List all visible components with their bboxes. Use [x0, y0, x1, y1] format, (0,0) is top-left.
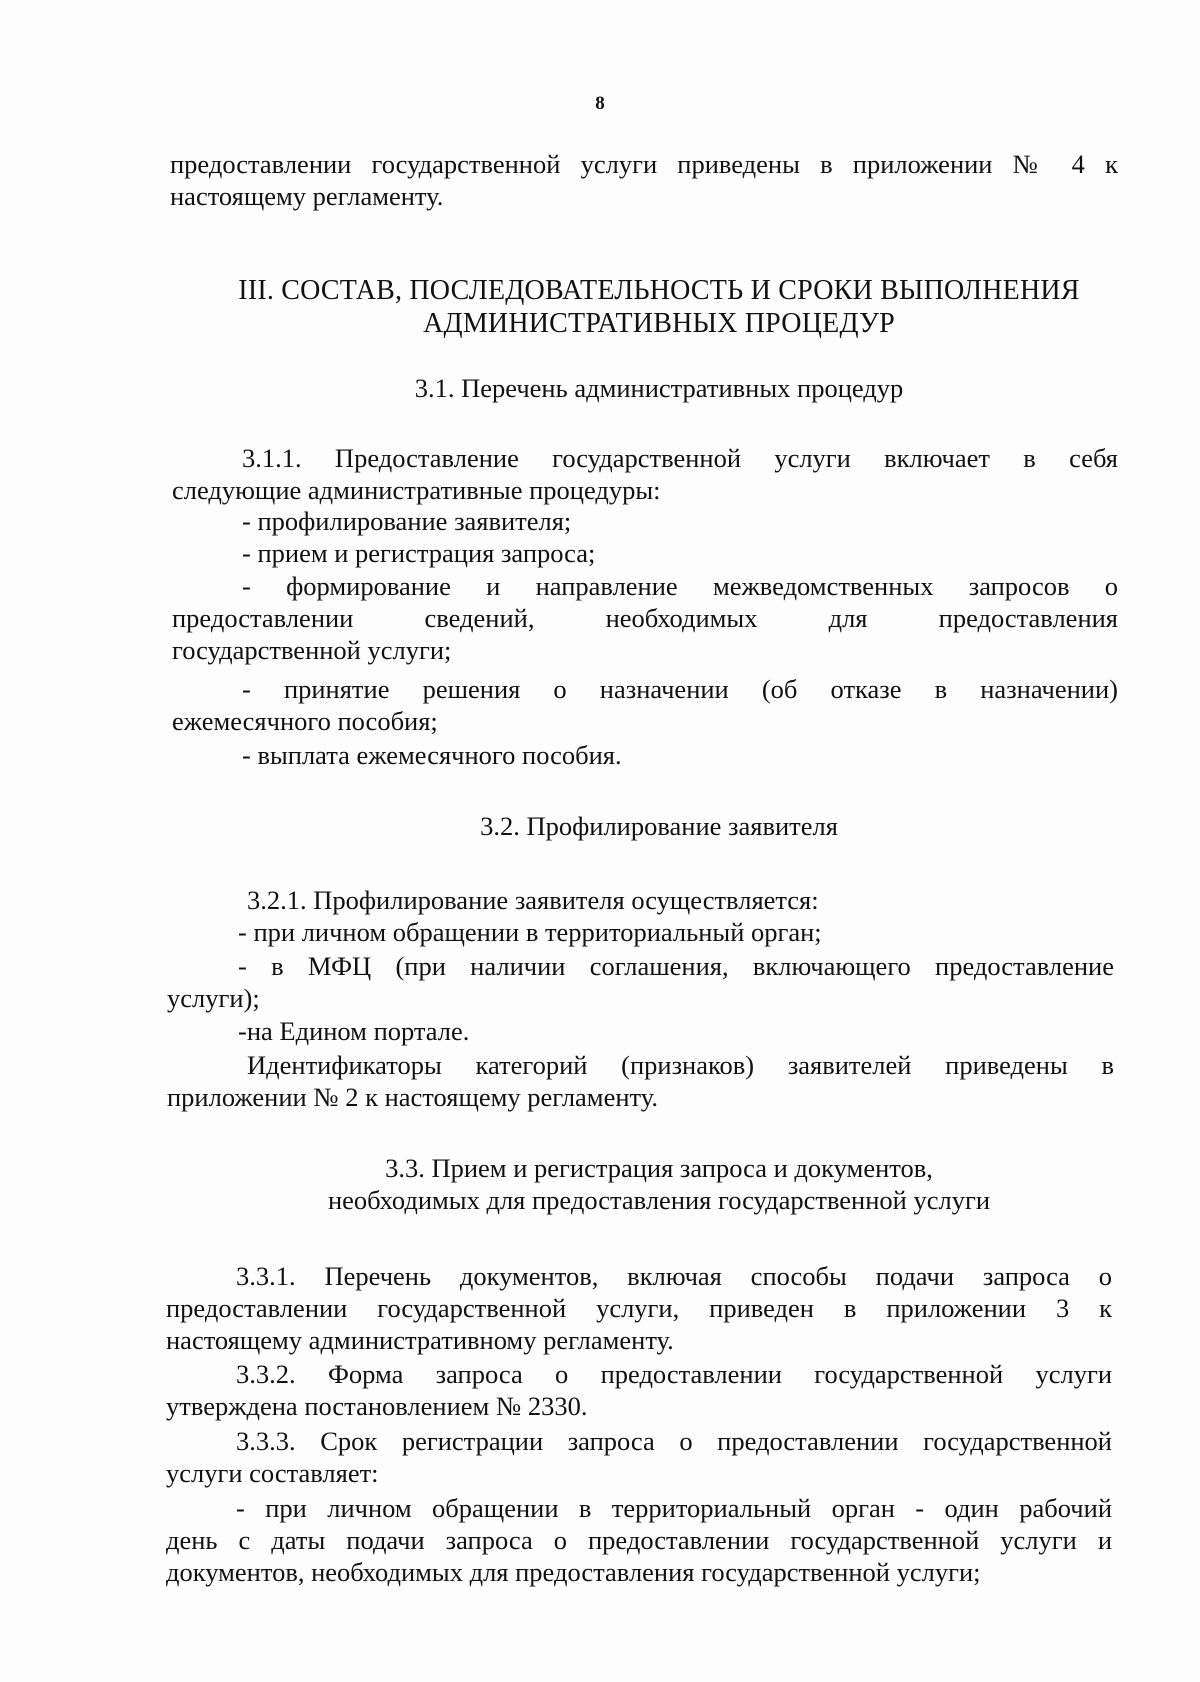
paragraph-3-3-1-line-3: настоящему административному регламенту. — [166, 1325, 674, 1355]
paragraph-3-3-2-line-1: 3.3.2. Форма запроса о предоставлении государственной услуги — [236, 1359, 1112, 1389]
paragraph-identifiers-line-1: Идентификаторы категорий (признаков) заявителей приведены в — [247, 1050, 1114, 1080]
section-title-line-2: АДМИНИСТРАТИВНЫХ ПРОЦЕДУР — [423, 308, 895, 339]
list-item-registration-line-3: документов, необходимых для предоставления государственной услуги; — [166, 1557, 981, 1587]
intro-line-1: предоставлении государственной услуги приведены в приложении № 4 к — [170, 149, 1118, 179]
list-item-requests-line-3: государственной услуги; — [172, 635, 452, 665]
page-number: 8 — [595, 93, 605, 114]
paragraph-3-3-1-line-1: 3.3.1. Перечень документов, включая способы подачи запроса о — [236, 1261, 1112, 1291]
list-item-registration-line-1: - при личном обращении в территориальный орган - один рабочий — [236, 1493, 1112, 1523]
subsection-heading-3-3-line-1: 3.3. Прием и регистрация запроса и документов, — [385, 1153, 933, 1183]
section-title-line-1: III. СОСТАВ, ПОСЛЕДОВАТЕЛЬНОСТЬ И СРОКИ ВЫПОЛНЕНИЯ — [238, 275, 1080, 306]
list-item-decision-line-2: ежемесячного пособия; — [172, 706, 438, 736]
list-item-mfc-line-1: - в МФЦ (при наличии соглашения, включающего предоставление — [238, 951, 1114, 981]
list-item-mfc-line-2: услуги); — [167, 983, 260, 1013]
list-item-reception: - прием и регистрация запроса; — [242, 538, 596, 568]
list-item-requests-line-2: предоставлении сведений, необходимых для предоставления — [172, 603, 1118, 633]
list-item-profiling: - профилирование заявителя; — [242, 506, 572, 536]
paragraph-3-1-1-line-1: 3.1.1. Предоставление государственной услуги включает в себя — [242, 443, 1118, 473]
paragraph-3-3-3-line-1: 3.3.3. Срок регистрации запроса о предоставлении государственной — [236, 1426, 1112, 1456]
list-item-decision-line-1: - принятие решения о назначении (об отказе в назначении) — [242, 674, 1118, 704]
list-item-personal-visit: - при личном обращении в территориальный орган; — [238, 917, 822, 947]
subsection-heading-3-3-line-2: необходимых для предоставления государственной услуги — [327, 1185, 991, 1215]
paragraph-3-1-1-line-2: следующие административные процедуры: — [172, 475, 661, 505]
paragraph-3-3-1-line-2: предоставлении государственной услуги, приведен в приложении 3 к — [166, 1293, 1112, 1323]
paragraph-3-3-2-line-2: утверждена постановлением № 2330. — [166, 1391, 588, 1421]
paragraph-3-3-3-line-2: услуги составляет: — [166, 1458, 379, 1488]
paragraph-3-2-1: 3.2.1. Профилирование заявителя осуществляется: — [247, 885, 819, 915]
list-item-requests-line-1: - формирование и направление межведомственных запросов о — [242, 571, 1118, 601]
list-item-payment: - выплата ежемесячного пособия. — [242, 740, 622, 770]
intro-line-2: настоящему регламенту. — [170, 181, 444, 211]
subsection-heading-3-2: 3.2. Профилирование заявителя — [480, 811, 838, 841]
subsection-heading-3-1: 3.1. Перечень административных процедур — [414, 373, 904, 403]
paragraph-identifiers-line-2: приложении № 2 к настоящему регламенту. — [167, 1082, 658, 1112]
list-item-registration-line-2: день с даты подачи запроса о предоставлении государственной услуги и — [166, 1525, 1112, 1555]
list-item-portal: -на Едином портале. — [238, 1016, 470, 1046]
